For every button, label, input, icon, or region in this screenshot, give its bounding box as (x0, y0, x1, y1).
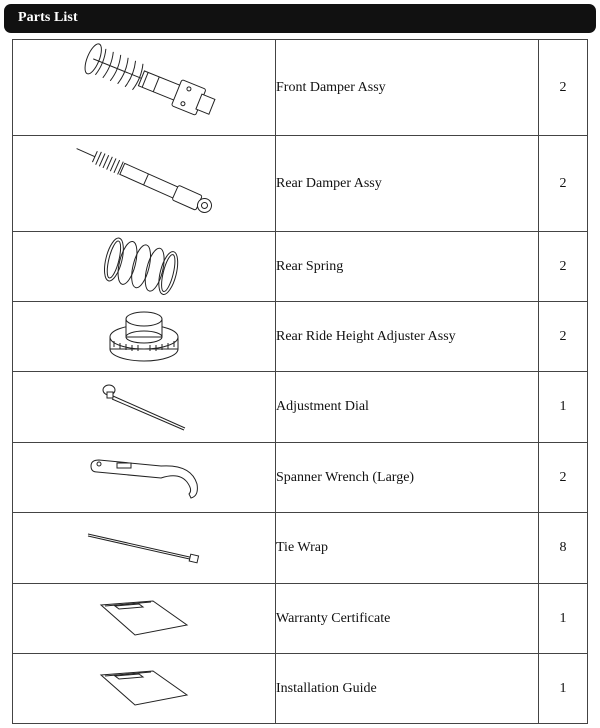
part-name: Spanner Wrench (Large) (276, 443, 539, 513)
part-name: Warranty Certificate (276, 584, 539, 654)
part-quantity: 2 (539, 136, 588, 232)
part-quantity: 1 (539, 654, 588, 724)
height-adjuster-icon (104, 305, 184, 369)
part-quantity: 1 (539, 372, 588, 443)
header-title: Parts List (18, 10, 78, 25)
table-row (13, 302, 588, 372)
part-image-cell (13, 584, 276, 654)
part-name: Rear Spring (276, 232, 539, 302)
table-row (13, 584, 588, 654)
part-image-cell (13, 654, 276, 724)
installation-guide-icon (97, 669, 191, 709)
part-image-cell (13, 443, 276, 513)
part-name: Installation Guide (276, 654, 539, 724)
rear-damper-icon (64, 139, 224, 229)
part-image-cell (13, 302, 276, 372)
table-row (13, 443, 588, 513)
table-row (13, 513, 588, 584)
tie-wrap-icon (84, 528, 204, 568)
parts-table (12, 39, 588, 724)
part-quantity: 1 (539, 584, 588, 654)
part-name: Front Damper Assy (276, 40, 539, 136)
table-row (13, 372, 588, 443)
part-quantity: 2 (539, 302, 588, 372)
part-name: Rear Damper Assy (276, 136, 539, 232)
warranty-certificate-icon (97, 599, 191, 639)
part-quantity: 2 (539, 40, 588, 136)
table-row (13, 136, 588, 232)
table-row (13, 654, 588, 724)
parts-list-header (4, 4, 596, 33)
table-row (13, 232, 588, 302)
part-quantity: 2 (539, 443, 588, 513)
part-name: Rear Ride Height Adjuster Assy (276, 302, 539, 372)
part-image-cell (13, 136, 276, 232)
part-name: Adjustment Dial (276, 372, 539, 443)
part-image-cell (13, 513, 276, 584)
part-quantity: 8 (539, 513, 588, 584)
coil-spring-icon (99, 236, 189, 298)
part-image-cell (13, 232, 276, 302)
part-name: Tie Wrap (276, 513, 539, 584)
part-quantity: 2 (539, 232, 588, 302)
front-damper-icon (64, 42, 224, 134)
adjustment-dial-icon (99, 382, 189, 432)
spanner-wrench-icon (87, 456, 201, 500)
table-row (13, 40, 588, 136)
part-image-cell (13, 40, 276, 136)
part-image-cell (13, 372, 276, 443)
